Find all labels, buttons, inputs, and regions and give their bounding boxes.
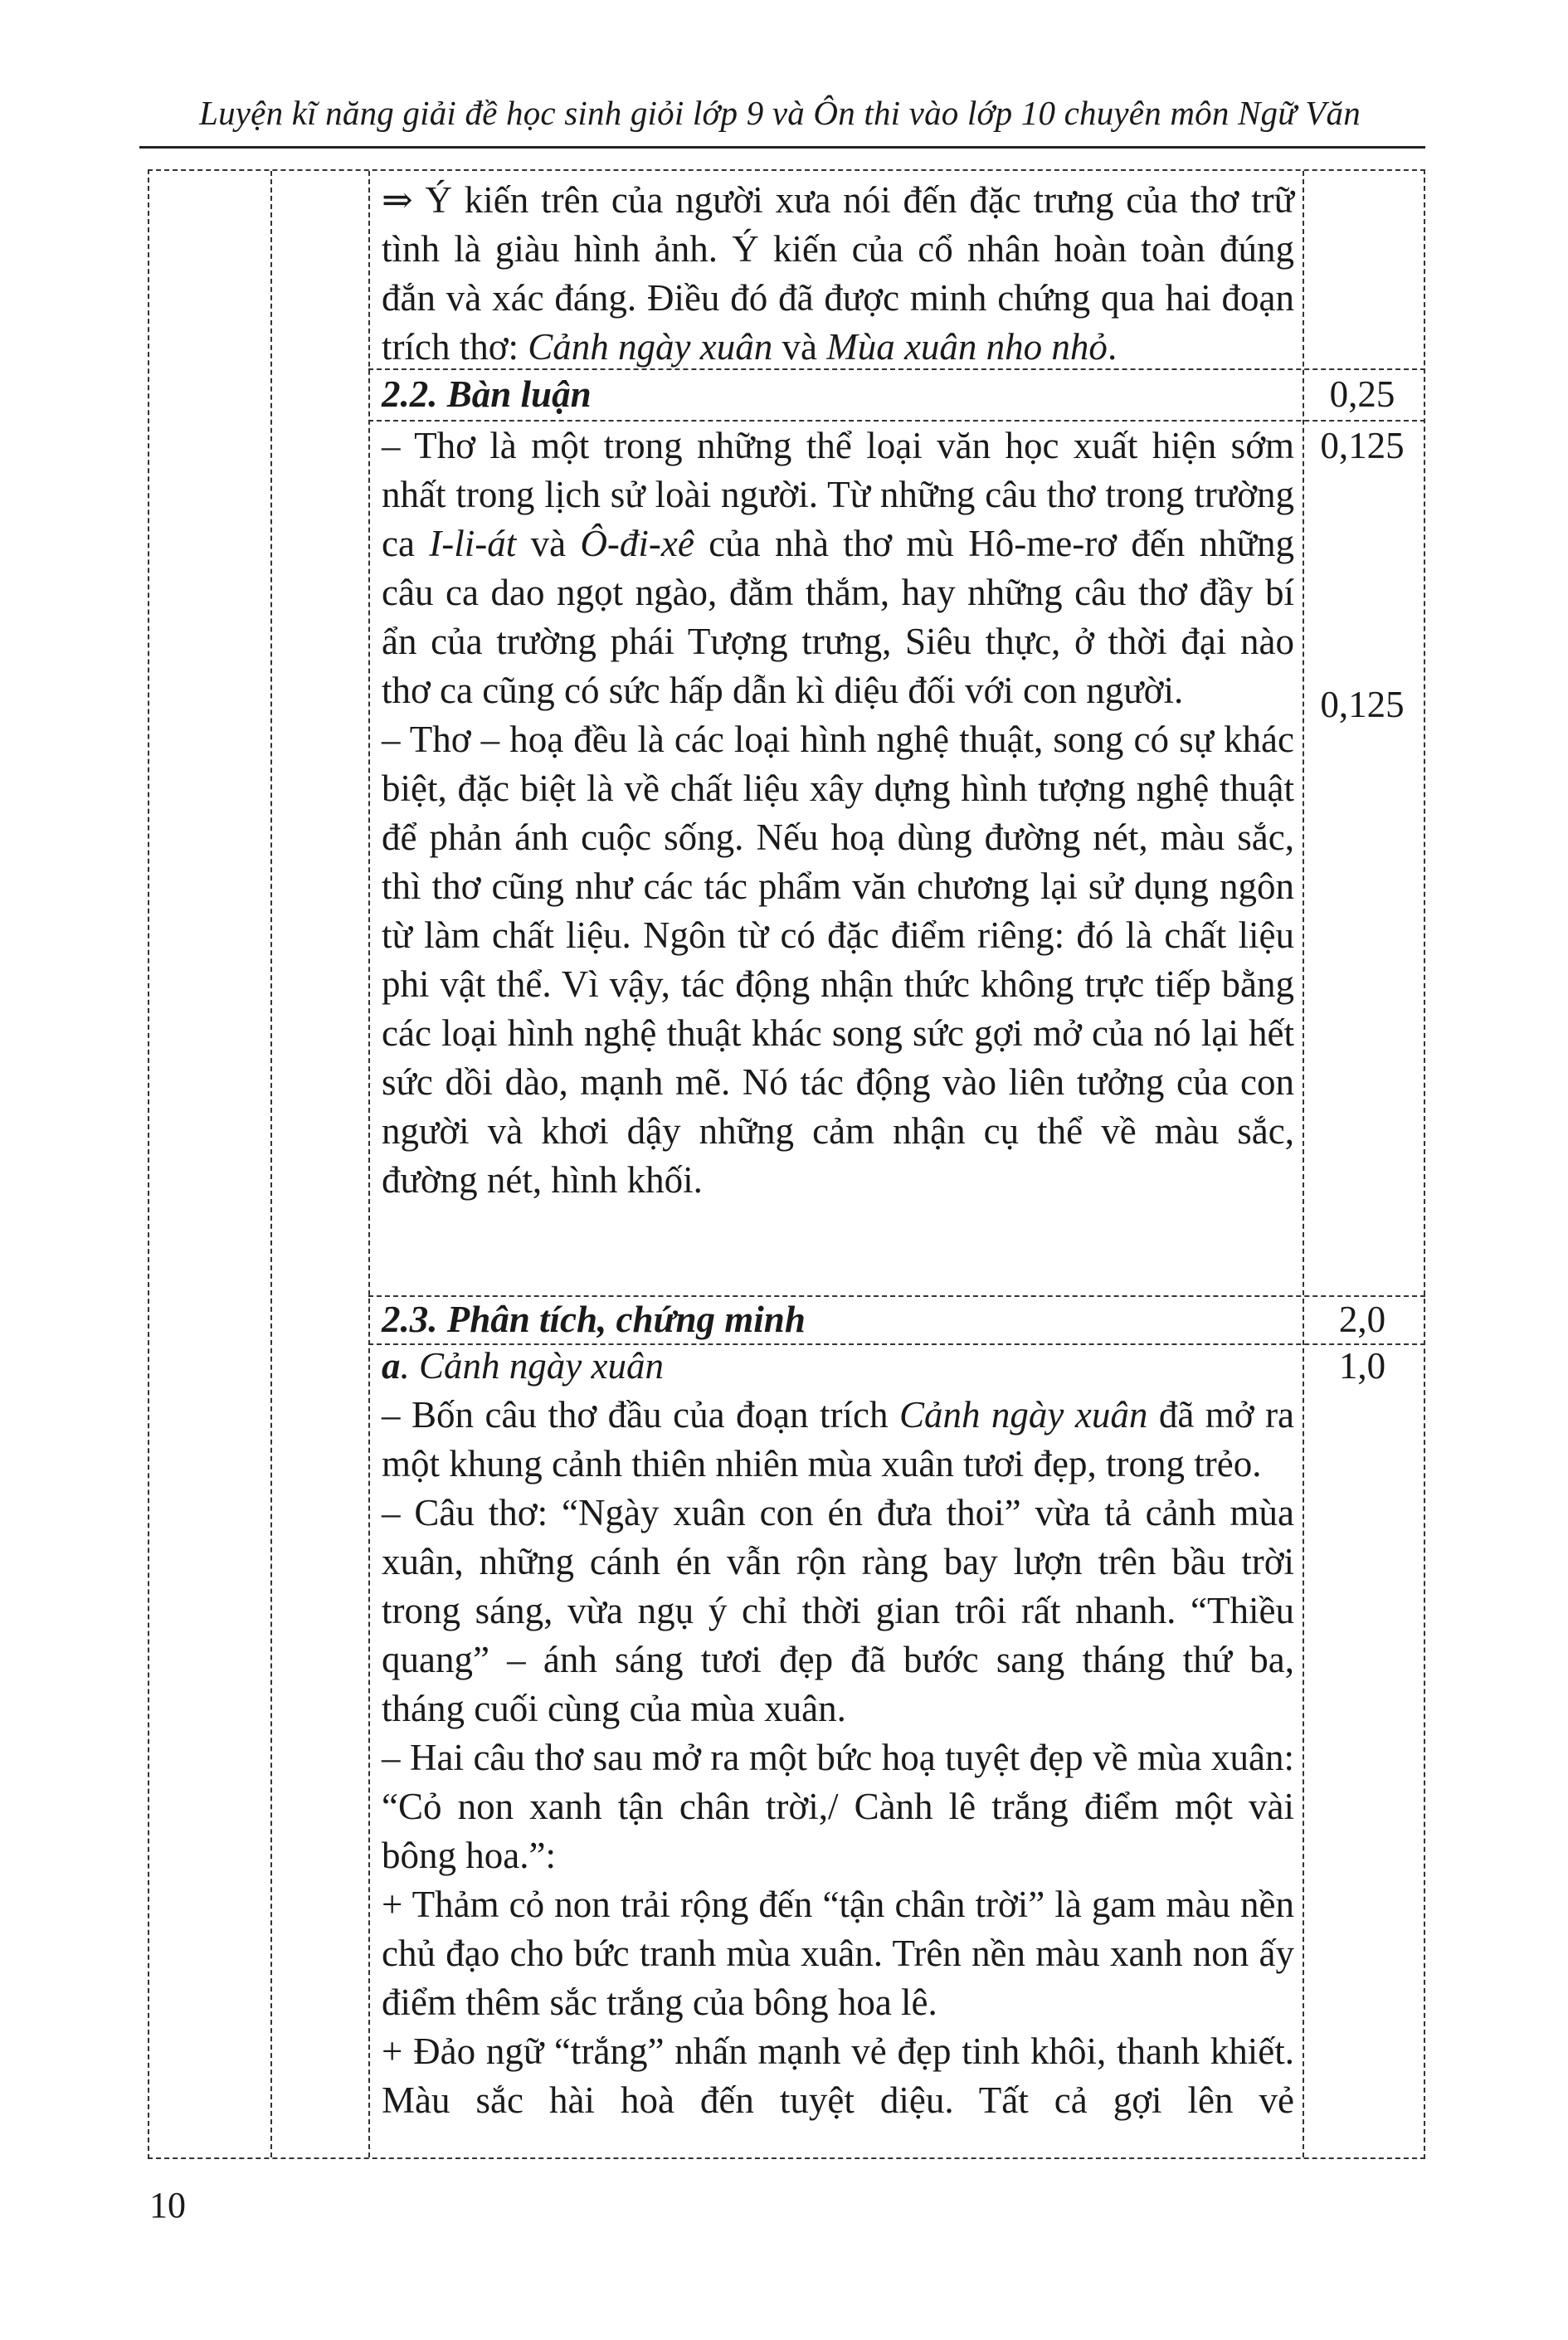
section-heading: 2.3. Phân tích, chứng minh [382, 1299, 806, 1340]
table-row [368, 171, 1425, 368]
section-heading: 2.2. Bàn luận [382, 373, 592, 415]
paragraph: – Câu thơ: “Ngày xuân con én đưa thoi” vừa tả cảnh mùa xuân, những cánh én vẫn rộn ràng bay lượn trên bầu trời trong sáng, vừa ngụ ý chỉ thời gian trôi rất nhanh. “Thiều quang” – ánh sáng tươi đẹp đã bước sang tháng thứ ba, tháng cuối cùng của mùa xuân. [382, 1492, 1294, 1729]
paragraph: + Thảm cỏ non trải rộng đến “tận chân trời” là gam màu nền chủ đạo cho bức tranh mùa xuân. Trên nền màu xanh non ấy điểm thêm sắc trắng của bông hoa lê. [382, 1884, 1294, 2023]
paragraph: – Thơ là một trong những thể loại văn học xuất hiện sớm nhất trong lịch sử loài người. Từ những câu thơ trong trường ca I-li-át và Ô-đi-xê của nhà thơ mù Hô-me-rơ đến những câu ca dao ngọt ngào, đằm thắm, hay những câu thơ đầy bí ẩn của trường phái Tượng trưng, Siêu thực, ở thời đại nào thơ ca cũng có sức hấp dẫn kì diệu đối với con người. [382, 425, 1295, 711]
score: 2,0 [1338, 1299, 1386, 1340]
score: 0,125 [1320, 425, 1405, 466]
table-row [368, 1295, 1425, 1345]
score: 0,25 [1329, 373, 1395, 415]
paragraph: – Thơ – hoạ đều là các loại hình nghệ thuật, song có sự khác biệt, đặc biệt là về chất liệu xây dựng hình tượng nghệ thuật để phản ánh cuộc sống. Nếu hoạ dùng đường nét, màu sắc, thì thơ cũng như các tác phẩm văn chương lại sử dụng ngôn từ làm chất liệu. Ngôn từ có đặc điểm riêng: đó là chất liệu phi vật thể. Vì vậy, tác động nhận thức không trực tiếp bằng các loại hình nghệ thuật khác song sức gợi mở của nó lại hết sức dồi dào, mạnh mẽ. Nó tác động vào liên tưởng của con người và khơi dậy những cảm nhận cụ thể về màu sắc, đường nét, hình khối. [382, 719, 1294, 1201]
table-row [368, 368, 1425, 422]
header-rule [139, 146, 1425, 149]
paragraph: – Hai câu thơ sau mở ra một bức hoạ tuyệt đẹp về mùa xuân: “Cỏ non xanh tận chân trời,/ Cành lê trắng điểm một vài bông hoa.”: [382, 1737, 1294, 1876]
content-cell [382, 422, 1294, 1205]
table-row [368, 1343, 1425, 2162]
running-header: Luyện kĩ năng giải đề học sinh giỏi lớp 9 và Ôn thi vào lớp 10 chuyên môn Ngữ Văn [199, 94, 1361, 132]
content-cell [382, 1342, 1294, 2125]
column-divider-1 [270, 171, 272, 2157]
subsection-title: a. Cảnh ngày xuân [382, 1345, 664, 1387]
content-cell [382, 176, 1294, 372]
paragraph: – Bốn câu thơ đầu của đoạn trích Cảnh ngày xuân đã mở ra một khung cảnh thiên nhiên mùa xuân tươi đẹp, trong trẻo. [382, 1394, 1295, 1484]
score: 0,125 [1320, 684, 1405, 725]
paragraph: ⇒ Ý kiến trên của người xưa nói đến đặc trưng của thơ trữ tình là giàu hình ảnh. Ý kiến của cổ nhân hoàn toàn đúng đắn và xác đáng. Điều đó đã được minh chứng qua hai đoạn trích thơ: Cảnh ngày xuân và Mùa xuân nho nhỏ. [382, 179, 1294, 368]
scoring-table [148, 169, 1425, 2159]
table-row [368, 420, 1425, 1297]
score: 1,0 [1338, 1345, 1386, 1387]
paragraph: + Đảo ngữ “trắng” nhấn mạnh vẻ đẹp tinh khôi, thanh khiết. Màu sắc hài hoà đến tuyệt diệu. Tất cả gợi lên vẻ [382, 2030, 1294, 2121]
page-number: 10 [149, 2185, 186, 2225]
